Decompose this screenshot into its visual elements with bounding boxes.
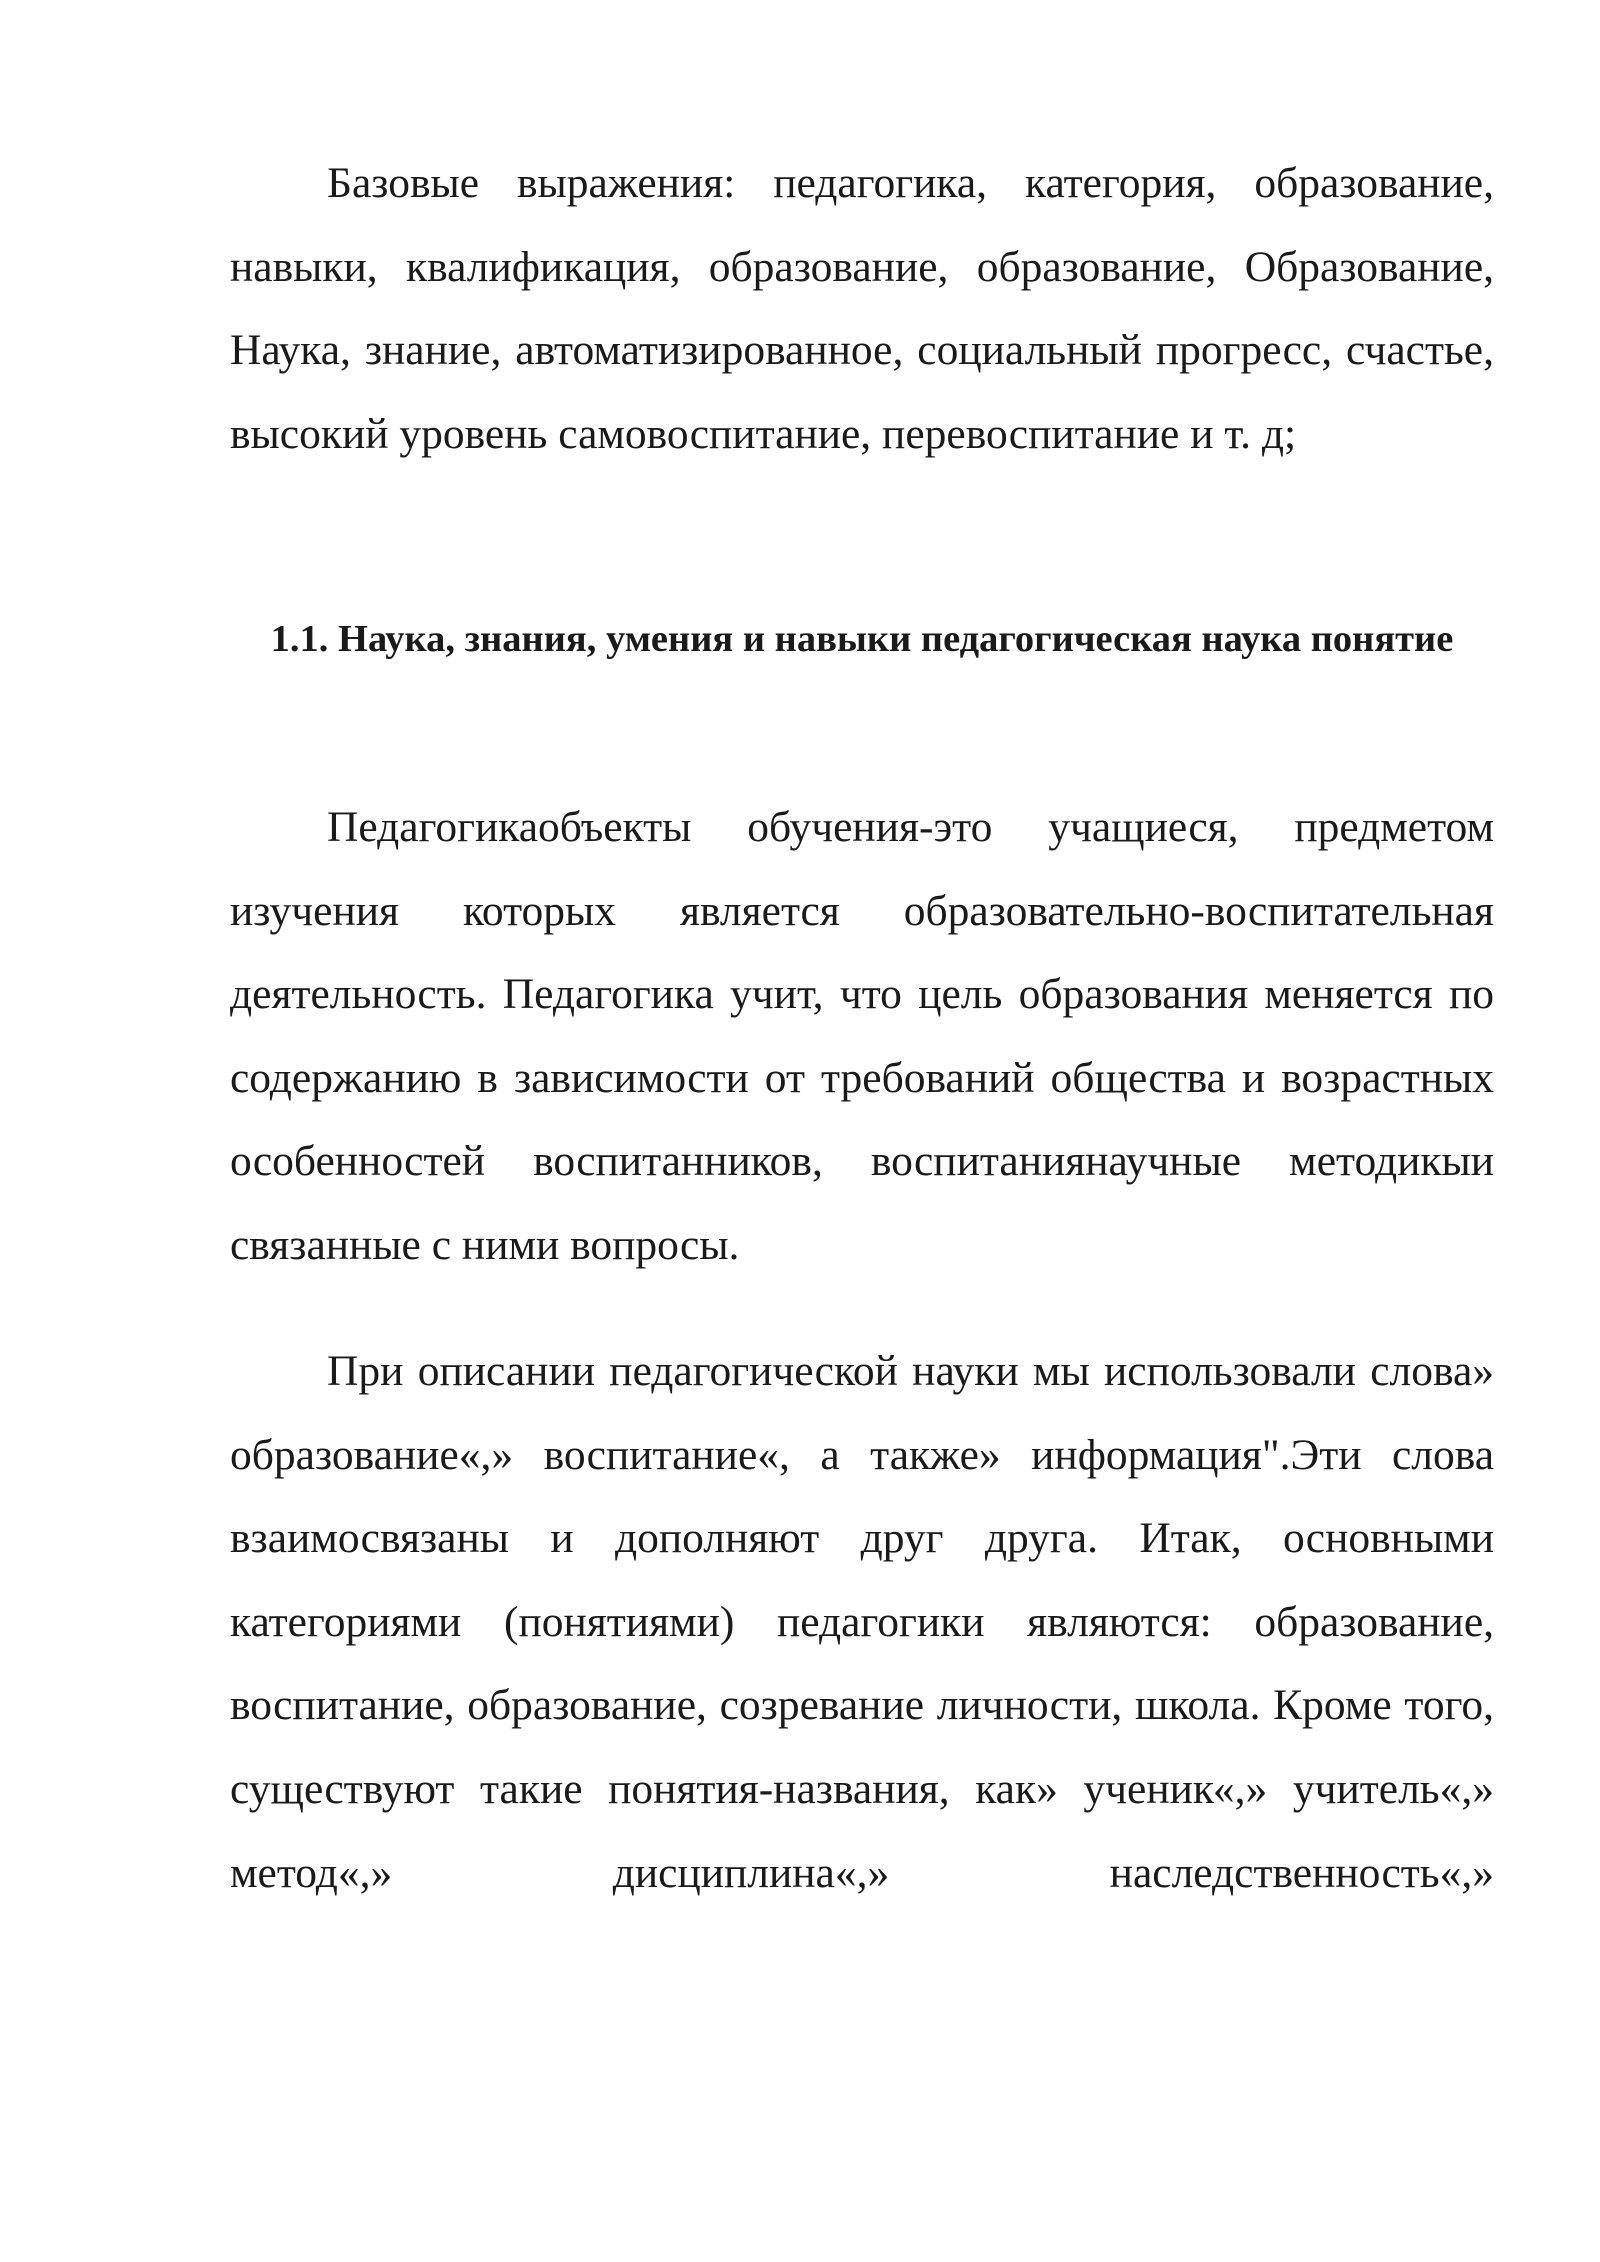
keywords-paragraph: Базовые выражения: педагогика, категория, образование, навыки, квалификация, образование, образование, Образование, Наука, знание, автоматизированное, социальный прогресс, счастье, высокий уровень самовоспитание, перевоспитание и т. д; xyxy=(230,159,1494,458)
body-paragraph-2-block xyxy=(230,1330,1494,1915)
section-heading: 1.1. Наука, знания, умения и навыки педагогическая наука понятие xyxy=(270,618,1454,660)
keywords-block xyxy=(230,142,1494,476)
body-paragraph: При описании педагогической науки мы использовали слова» образование«,» воспитание«, а также» информация".Эти слова взаимосвязаны и дополняют друг друга. Итак, основными категориями (понятиями) педагогики являются: образование, воспитание, образование, созревание личности, школа. Кроме того, существуют такие понятия-названия, как» ученик«,» учитель«,» метод«,» дисциплина«,» наследственность«,» xyxy=(230,1347,1494,1897)
body-paragraph: Педагогикаобъекты обучения-это учащиеся, предметом изучения которых является образовательно-воспитательная деятельность. Педагогика учит, что цель образования меняется по содержанию в зависимости от требований общества и возрастных особенностей воспитанников, воспитаниянаучные методикыи связанные с ними вопросы. xyxy=(230,803,1494,1269)
body-paragraph-1-block xyxy=(230,786,1494,1288)
